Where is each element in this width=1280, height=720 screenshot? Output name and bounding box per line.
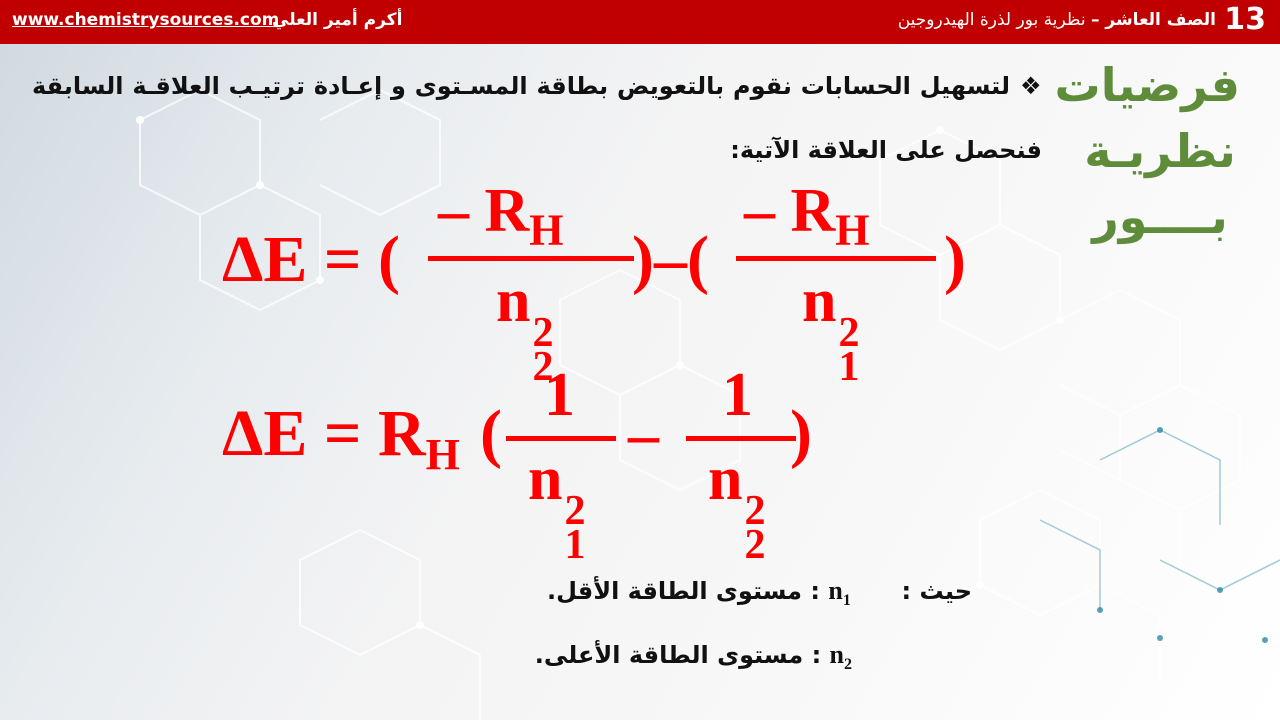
eq2-minus-sign: – [628,401,659,469]
eq2-fraction-bar-1 [506,436,616,441]
n1-variable: $n_1$ [828,576,851,610]
eq2-open-paren: ( [480,397,502,470]
side-title-line2: نظريـة [1084,124,1236,178]
lesson-label: نظرية بور لذرة الهيدروجين [897,10,1091,30]
eq2-denominator-1: n 2 1 [528,445,586,568]
eq1-lhs: ΔE = ( [222,223,400,296]
eq2-denominator-2: n 2 2 [708,445,766,568]
note-n1 [547,576,972,610]
eq1-numerator-2: – $R_H$ [744,177,870,255]
side-title-line1: فرضيات [1054,58,1240,112]
eq1-denominator-1: n 2 2 [496,267,554,390]
eq2-numerator-2: 1 [722,361,753,429]
eq2-lhs: $\Delta E = R_H$ [222,397,460,480]
eq1-middle-operator: )–( [632,223,709,296]
n1-description: : مستوى الطاقة الأقل. [546,577,820,605]
eq2-fraction-bar-2 [686,436,796,441]
intro-text: لتسهيل الحسابات نقوم بالتعويض بطاقة المسـتوى و إعـادة ترتيـب العلاقـة السابقة فنحصل على العلاقة الآتية: [32,72,1042,164]
website-link[interactable]: www.chemistrysources.com [12,10,280,30]
eq2-close-paren: ) [790,397,812,470]
page-number: 13 [1224,2,1266,37]
eq1-close-paren: ) [944,223,966,296]
n2-description: : مستوى الطاقة الأعلى. [534,641,822,669]
n2-variable: $n_2$ [829,640,852,674]
author-name: أكرم أمير العلي [272,10,403,30]
eq2-numerator-1: 1 [544,361,575,429]
where-label: حيث : [901,577,972,605]
note-n2 [535,640,852,674]
grade-label: الصف العاشر – [1090,10,1216,30]
eq1-numerator-1: – $R_H$ [438,177,564,255]
side-title-line3: بــــور [1092,190,1228,244]
diamond-bullet-icon: ❖ [1020,72,1043,100]
eq1-denominator-2: n 2 1 [802,267,860,390]
